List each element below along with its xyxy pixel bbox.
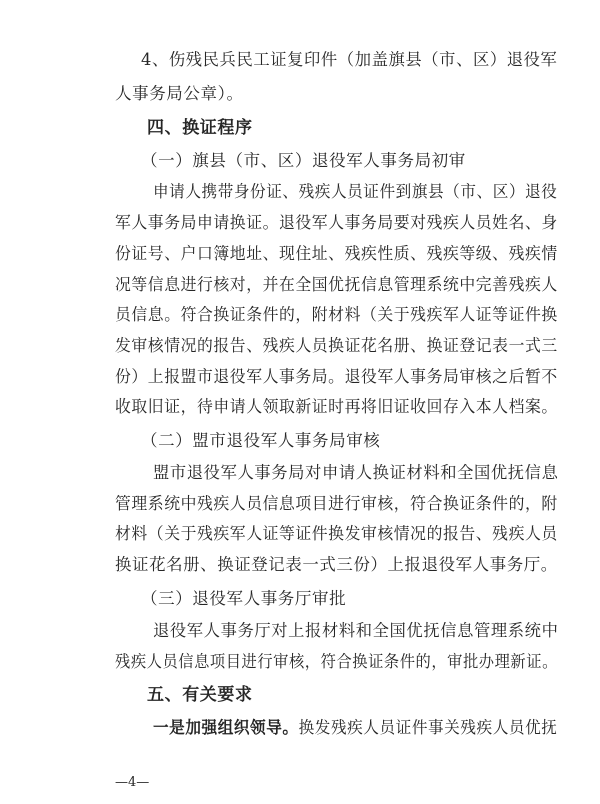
paragraph-1-line-8: 收取旧证，待申请人领取新证时再将旧证收回存入本人档案。 (115, 397, 558, 416)
paragraph-3-line-2: 残疾人员信息项目进行审核，符合换证条件的，审批办理新证。 (115, 652, 558, 671)
paragraph-4-line-1 (153, 717, 557, 739)
paragraph-1-line-5: 员信息。符合换证条件的，附材料（关于残疾军人证等证件换 (115, 305, 558, 324)
paragraph-1-line-1: 申请人携带身份证、残疾人员证件到旗县（市、区）退役 (153, 182, 558, 201)
page-number: —4— (115, 775, 150, 790)
paragraph-3-line-1: 退役军人事务厅对上报材料和全国优抚信息管理系统中 (153, 621, 559, 640)
subsection-heading-3: （三）退役军人事务厅审批 (141, 589, 347, 608)
item-4-line-1: 4、伤残民兵民工证复印件（加盖旗县（市、区）退役军 (141, 50, 558, 69)
paragraph-2-line-2: 管理系统中残疾人员信息项目进行审核，符合换证条件的，附 (115, 494, 558, 513)
paragraph-2-line-1: 盟市退役军人事务局对申请人换证材料和全国优抚信息 (153, 463, 559, 482)
subsection-heading-2: （二）盟市退役军人事务局审核 (141, 431, 381, 450)
paragraph-1-line-3: 份证号、户口簿地址、现住址、残疾性质、残疾等级、残疾情 (115, 244, 558, 263)
section-heading-4: 四、换证程序 (147, 118, 253, 138)
paragraph-2-line-4: 换证花名册、换证登记表一式三份）上报退役军人事务厅。 (115, 555, 558, 574)
section-heading-5: 五、有关要求 (147, 685, 253, 705)
paragraph-1-line-4: 况等信息进行核对，并在全国优抚信息管理系统中完善残疾人 (115, 275, 558, 294)
paragraph-1-line-6: 发审核情况的报告、残疾人员换证花名册、换证登记表一式三 (115, 336, 558, 355)
emphasis-lead: 一是加强组织领导。 (153, 718, 299, 737)
paragraph-2-line-3: 材料（关于残疾军人证等证件换发审核情况的报告、残疾人员 (115, 524, 558, 543)
paragraph-1-line-7: 份）上报盟市退役军人事务局。退役军人事务局审核之后暂不 (115, 367, 558, 386)
subsection-heading-1: （一）旗县（市、区）退役军人事务局初审 (141, 151, 466, 170)
item-4-line-2: 人事务局公章）。 (115, 84, 244, 103)
paragraph-4-text: 换发残疾人员证件事关残疾人员优抚 (298, 718, 558, 737)
paragraph-1-line-2: 军人事务局申请换证。退役军人事务局要对残疾人员姓名、身 (115, 213, 558, 232)
